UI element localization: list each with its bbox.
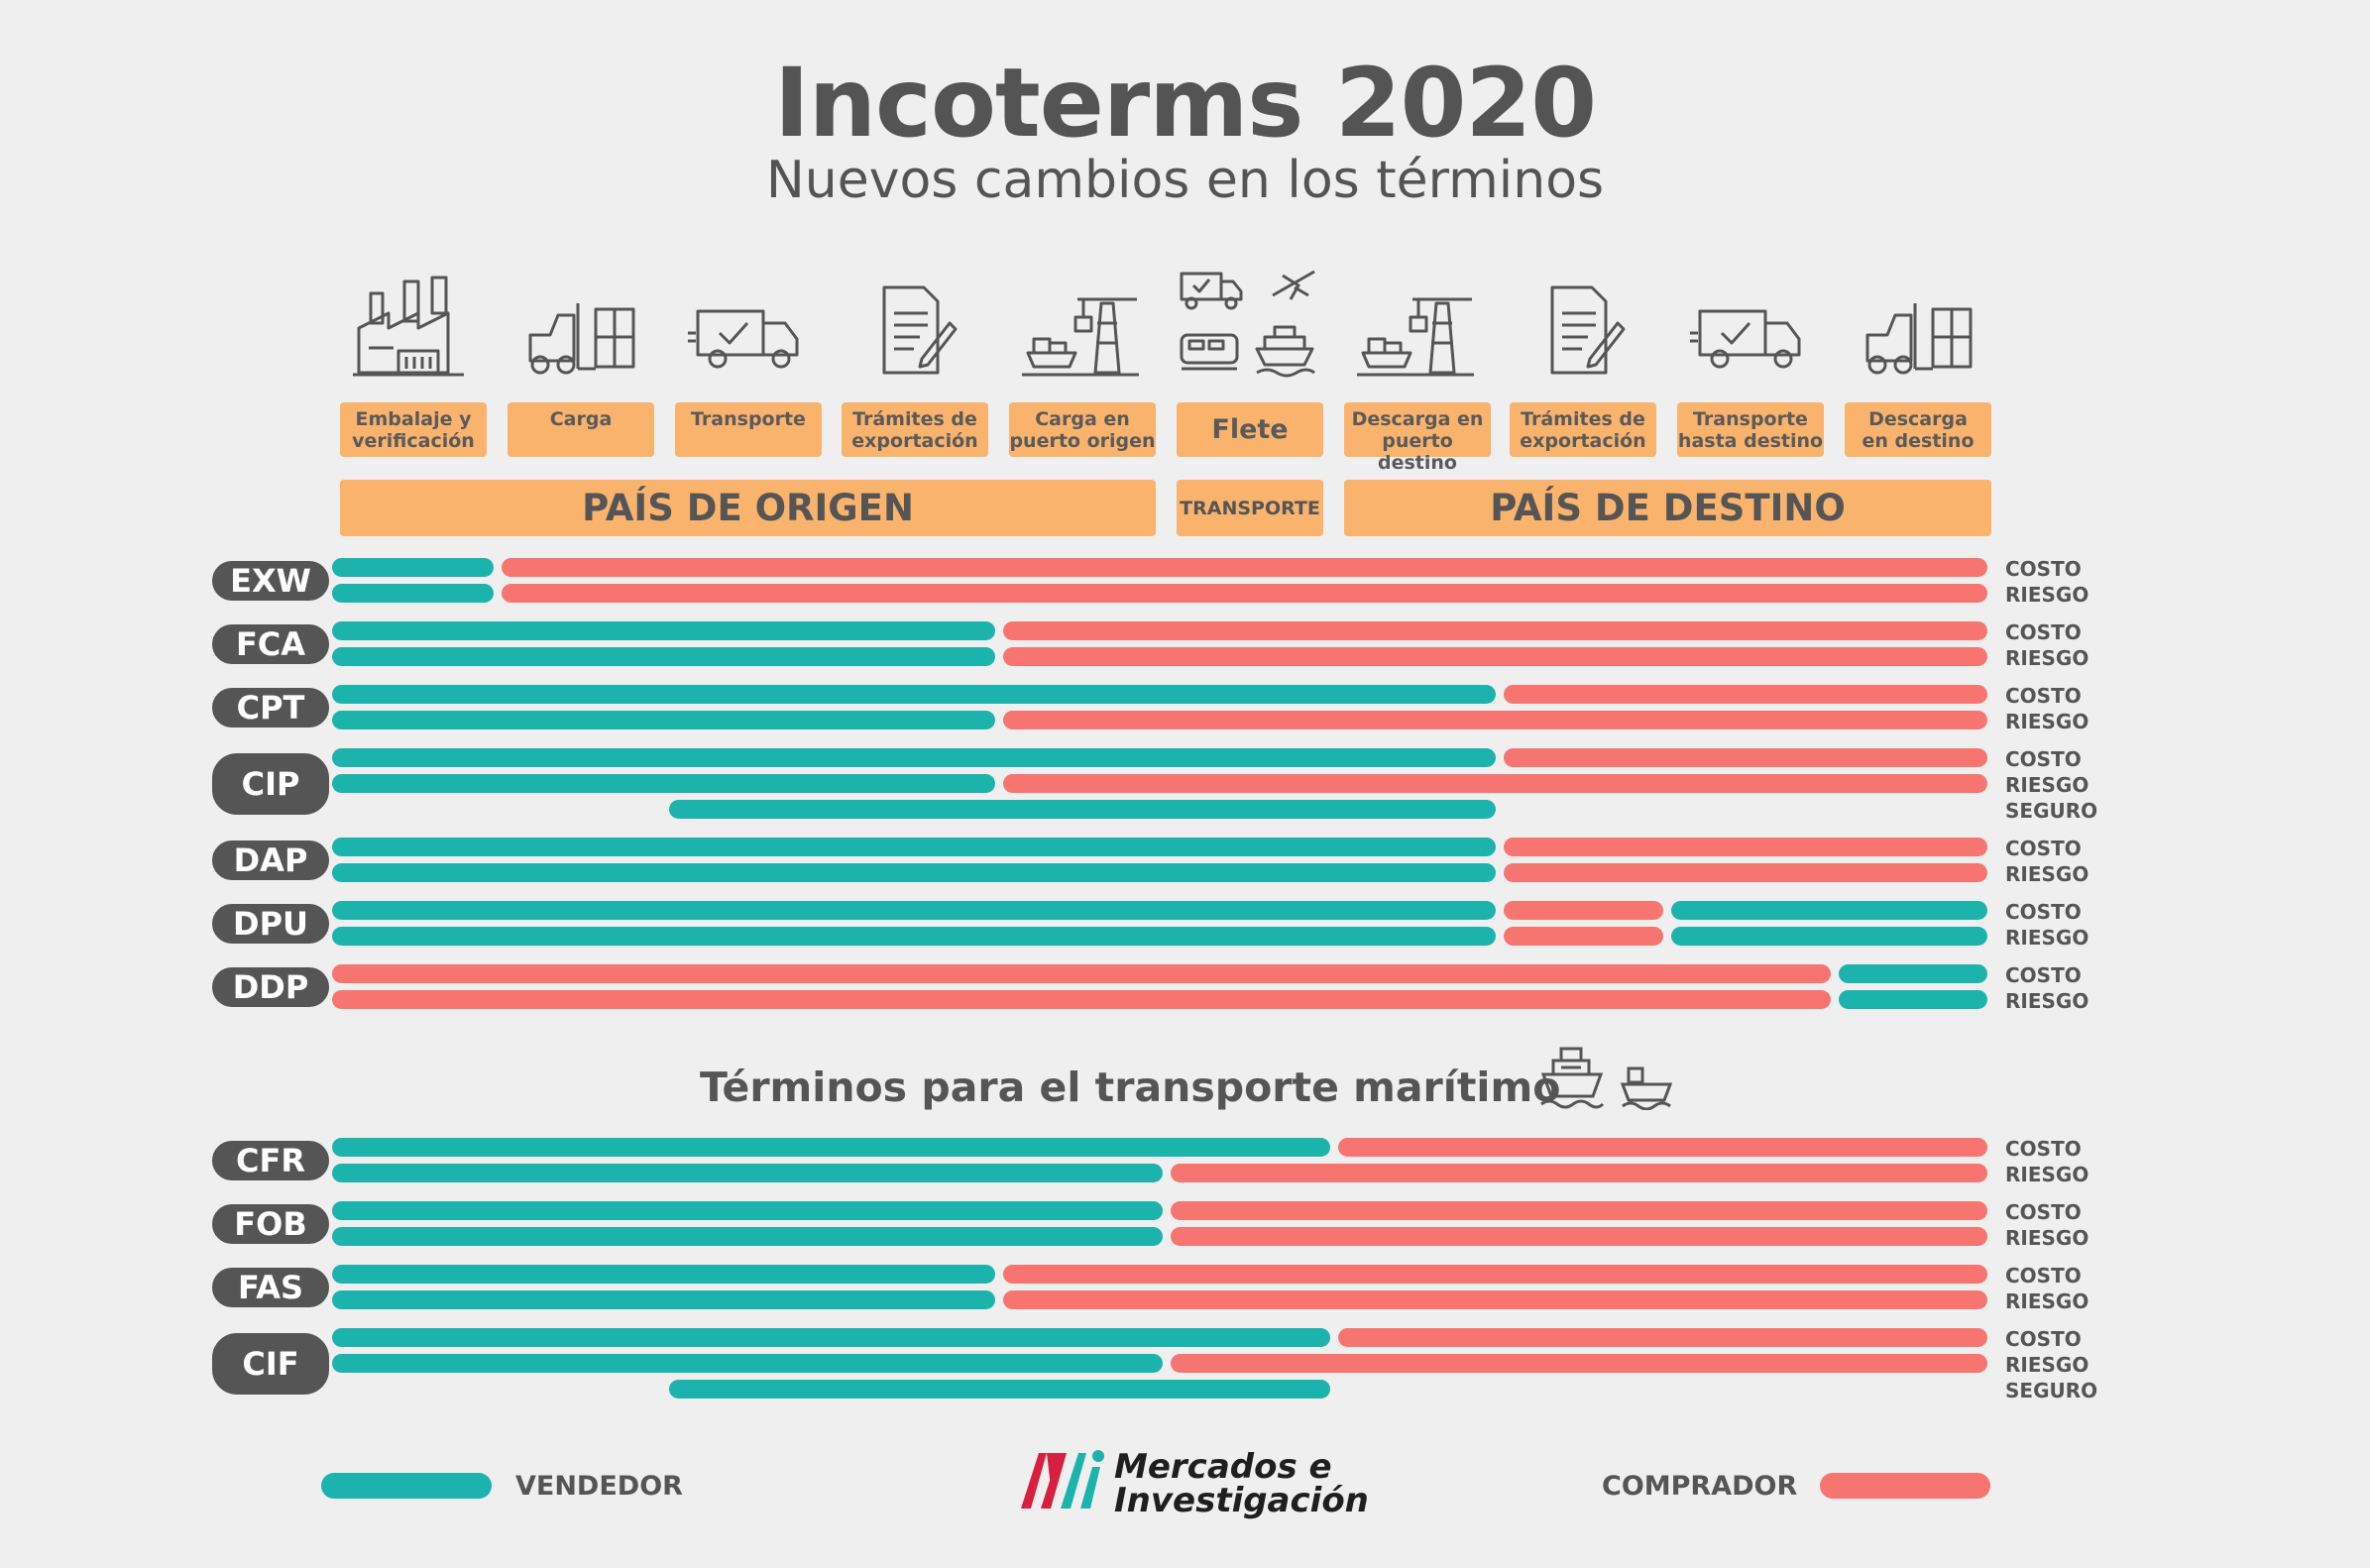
row-label-cost: COSTO	[2005, 557, 2082, 581]
term-pill-exw: EXW	[207, 556, 334, 606]
row-label-risk: RIESGO	[2005, 583, 2089, 607]
legend-buyer-swatch	[1820, 1473, 1990, 1499]
bar-fca-costo-buyer	[1003, 621, 1987, 640]
port-crane-icon	[1353, 274, 1482, 392]
row-label-cost: COSTO	[2005, 620, 2082, 644]
row-label-risk: RIESGO	[2005, 710, 2089, 733]
brand-line-1: Mercados e	[1114, 1447, 1332, 1487]
row-label-insurance: SEGURO	[2005, 1379, 2098, 1402]
row-label-cost: COSTO	[2005, 684, 2082, 708]
truck-icon	[1686, 274, 1815, 392]
stage-label-9: Descarga en destino	[1845, 402, 1991, 457]
bar-exw-riesgo-seller	[332, 584, 494, 603]
row-label-risk: RIESGO	[2005, 1353, 2089, 1377]
bar-dap-riesgo-seller	[332, 863, 1496, 882]
bar-dpu-costo-seller	[1671, 901, 1987, 920]
stage-label-0: Embalaje y verificación	[340, 402, 487, 457]
bar-cpt-costo-buyer	[1504, 685, 1987, 704]
bar-fob-costo-seller	[332, 1201, 1163, 1220]
term-pill-cip: CIP	[207, 748, 334, 820]
bar-fob-riesgo-buyer	[1171, 1227, 1987, 1246]
row-label-risk: RIESGO	[2005, 1289, 2089, 1313]
row-label-cost: COSTO	[2005, 1200, 2082, 1224]
bar-cpt-riesgo-buyer	[1003, 711, 1987, 729]
row-label-risk: RIESGO	[2005, 926, 2089, 950]
bar-exw-costo-seller	[332, 558, 494, 577]
bar-fas-riesgo-seller	[332, 1290, 995, 1309]
bar-fas-costo-buyer	[1003, 1265, 1987, 1284]
term-pill-fas: FAS	[207, 1263, 334, 1312]
row-label-cost: COSTO	[2005, 900, 2082, 924]
term-pill-dpu: DPU	[207, 899, 334, 949]
region-transport: TRANSPORTE	[1177, 480, 1323, 536]
row-label-risk: RIESGO	[2005, 989, 2089, 1013]
term-pill-fob: FOB	[207, 1199, 334, 1249]
bar-cip-riesgo-seller	[332, 774, 995, 793]
bar-fob-riesgo-seller	[332, 1227, 1163, 1246]
brand-line-2: Investigación	[1114, 1481, 1369, 1520]
bar-fca-riesgo-buyer	[1003, 647, 1987, 666]
bar-cif-riesgo-seller	[332, 1354, 1163, 1373]
legend-seller-label: VENDEDOR	[515, 1471, 683, 1502]
truck-icon	[684, 274, 813, 392]
region-origin: PAÍS DE ORIGEN	[340, 480, 1156, 536]
bar-cfr-costo-buyer	[1338, 1138, 1987, 1157]
forklift-icon	[516, 274, 645, 392]
row-label-cost: COSTO	[2005, 837, 2082, 860]
bar-cip-riesgo-buyer	[1003, 774, 1987, 793]
term-pill-cfr: CFR	[207, 1136, 334, 1185]
stage-label-5: Flete	[1177, 402, 1323, 457]
document-icon	[1519, 274, 1647, 392]
bar-fas-costo-seller	[332, 1265, 995, 1284]
bar-ddp-riesgo-buyer	[332, 990, 1831, 1009]
bar-ddp-costo-buyer	[332, 964, 1831, 983]
legend-seller-swatch	[321, 1473, 492, 1499]
freight-modes-icon	[1176, 266, 1324, 385]
row-label-cost: COSTO	[2005, 1137, 2082, 1161]
stage-label-6: Descarga en puerto destino	[1344, 402, 1491, 457]
bar-dpu-riesgo-buyer	[1504, 927, 1663, 946]
bar-cip-costo-seller	[332, 748, 1496, 767]
page-title: Incoterms 2020	[773, 48, 1597, 159]
brand-name	[1114, 1447, 1369, 1520]
bar-dpu-riesgo-seller	[1671, 927, 1987, 946]
bar-cip-seguro-seller	[669, 800, 1496, 819]
brand-logo-icon	[1017, 1447, 1108, 1512]
stage-label-1: Carga	[508, 402, 654, 457]
bar-dap-costo-seller	[332, 838, 1496, 856]
stage-label-2: Transporte	[675, 402, 822, 457]
row-label-insurance: SEGURO	[2005, 799, 2098, 823]
bar-cpt-costo-seller	[332, 685, 1496, 704]
bar-cif-seguro-seller	[669, 1380, 1330, 1399]
bar-cfr-riesgo-buyer	[1171, 1164, 1987, 1182]
bar-dpu-costo-seller	[332, 901, 1496, 920]
page-subtitle: Nuevos cambios en los términos	[765, 151, 1605, 210]
bar-dap-riesgo-buyer	[1504, 863, 1987, 882]
legend-buyer-label: COMPRADOR	[1602, 1471, 1798, 1502]
stage-label-8: Transporte hasta destino	[1677, 402, 1824, 457]
document-icon	[850, 274, 979, 392]
port-crane-icon	[1018, 274, 1147, 392]
bar-cip-costo-buyer	[1504, 748, 1987, 767]
row-label-risk: RIESGO	[2005, 1163, 2089, 1186]
bar-cfr-costo-seller	[332, 1138, 1330, 1157]
factory-icon	[349, 274, 478, 392]
term-pill-ddp: DDP	[207, 962, 334, 1012]
ship-icon	[1539, 1043, 1605, 1110]
row-label-risk: RIESGO	[2005, 773, 2089, 797]
row-label-cost: COSTO	[2005, 963, 2082, 987]
bar-cif-riesgo-buyer	[1171, 1354, 1987, 1373]
row-label-cost: COSTO	[2005, 1327, 2082, 1351]
bar-exw-riesgo-buyer	[502, 584, 1987, 603]
bar-cif-costo-seller	[332, 1328, 1330, 1347]
row-label-cost: COSTO	[2005, 1264, 2082, 1288]
term-pill-cif: CIF	[207, 1328, 334, 1400]
bar-fas-riesgo-buyer	[1003, 1290, 1987, 1309]
bar-dap-costo-buyer	[1504, 838, 1987, 856]
bar-fca-costo-seller	[332, 621, 995, 640]
bar-ddp-riesgo-seller	[1839, 990, 1987, 1009]
stage-label-3: Trámites de exportación	[842, 402, 988, 457]
stage-label-7: Trámites de exportación	[1510, 402, 1656, 457]
bar-cfr-riesgo-seller	[332, 1164, 1163, 1182]
maritime-section-title: Términos para el transporte marítimo	[700, 1064, 1561, 1111]
stage-label-4: Carga en puerto origen	[1009, 402, 1156, 457]
bar-dpu-riesgo-seller	[332, 927, 1496, 946]
bar-ddp-costo-seller	[1839, 964, 1987, 983]
region-destination: PAÍS DE DESTINO	[1344, 480, 1991, 536]
boat-icon	[1621, 1064, 1672, 1110]
row-label-risk: RIESGO	[2005, 862, 2089, 886]
row-label-risk: RIESGO	[2005, 646, 2089, 670]
bar-cif-costo-buyer	[1338, 1328, 1987, 1347]
forklift-icon	[1854, 274, 1982, 392]
term-pill-cpt: CPT	[207, 683, 334, 732]
bar-fob-costo-buyer	[1171, 1201, 1987, 1220]
bar-dpu-costo-buyer	[1504, 901, 1663, 920]
bar-cpt-riesgo-seller	[332, 711, 995, 729]
bar-exw-costo-buyer	[502, 558, 1987, 577]
term-pill-fca: FCA	[207, 619, 334, 669]
bar-fca-riesgo-seller	[332, 647, 995, 666]
term-pill-dap: DAP	[207, 836, 334, 885]
row-label-cost: COSTO	[2005, 747, 2082, 771]
row-label-risk: RIESGO	[2005, 1226, 2089, 1250]
